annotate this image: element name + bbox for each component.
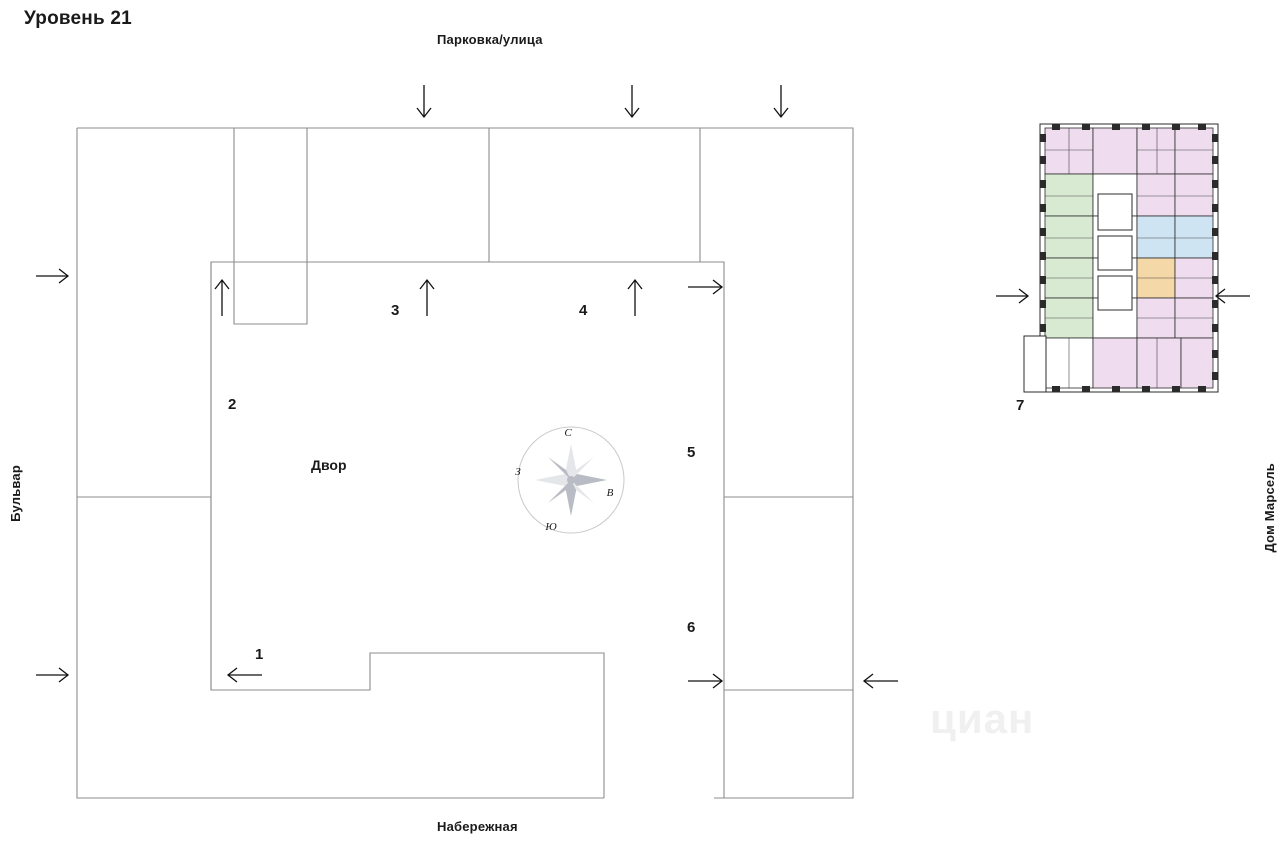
arrow-courtyard-6 bbox=[688, 674, 722, 688]
section-number-6[interactable]: 6 bbox=[687, 619, 696, 636]
section-number-2[interactable]: 2 bbox=[228, 396, 237, 413]
edge-label-left: Бульвар bbox=[8, 465, 23, 522]
edge-label-top: Парковка/улица bbox=[437, 32, 543, 47]
section-number-4[interactable]: 4 bbox=[579, 302, 588, 319]
unit-plan-arrows bbox=[960, 270, 1280, 350]
page-title: Уровень 21 bbox=[24, 8, 132, 29]
arrow-courtyard-3 bbox=[420, 280, 434, 316]
unit-floor-plan[interactable] bbox=[1012, 110, 1242, 410]
arrow-unit-right bbox=[1216, 289, 1250, 303]
arrow-courtyard-4 bbox=[628, 280, 642, 316]
arrow-top-2 bbox=[625, 85, 639, 117]
arrow-right-bottom bbox=[864, 674, 898, 688]
arrow-courtyard-5 bbox=[688, 280, 722, 294]
courtyard-label: Двор bbox=[311, 457, 347, 473]
arrow-top-3 bbox=[774, 85, 788, 117]
arrow-courtyard-2 bbox=[215, 280, 229, 316]
edge-label-bottom: Набережная bbox=[437, 819, 518, 834]
arrow-left-1 bbox=[36, 269, 68, 283]
arrow-unit-left bbox=[996, 289, 1028, 303]
section-number-7[interactable]: 7 bbox=[1016, 397, 1025, 414]
arrow-left-2 bbox=[36, 668, 68, 682]
watermark bbox=[930, 690, 1034, 744]
watermark-text: циан bbox=[930, 695, 1035, 742]
edge-label-right: Дом Марсель bbox=[1262, 463, 1277, 553]
compass-rose bbox=[515, 427, 624, 533]
compass-west: З bbox=[515, 466, 521, 478]
arrow-courtyard-1 bbox=[228, 668, 262, 682]
section-number-3[interactable]: 3 bbox=[391, 302, 400, 319]
section-number-5[interactable]: 5 bbox=[687, 444, 696, 461]
section-number-1[interactable]: 1 bbox=[255, 646, 264, 663]
compass-south: Ю bbox=[545, 521, 557, 533]
compass-north: С bbox=[564, 427, 572, 439]
arrow-top-1 bbox=[417, 85, 431, 117]
compass-east: В bbox=[606, 487, 614, 499]
